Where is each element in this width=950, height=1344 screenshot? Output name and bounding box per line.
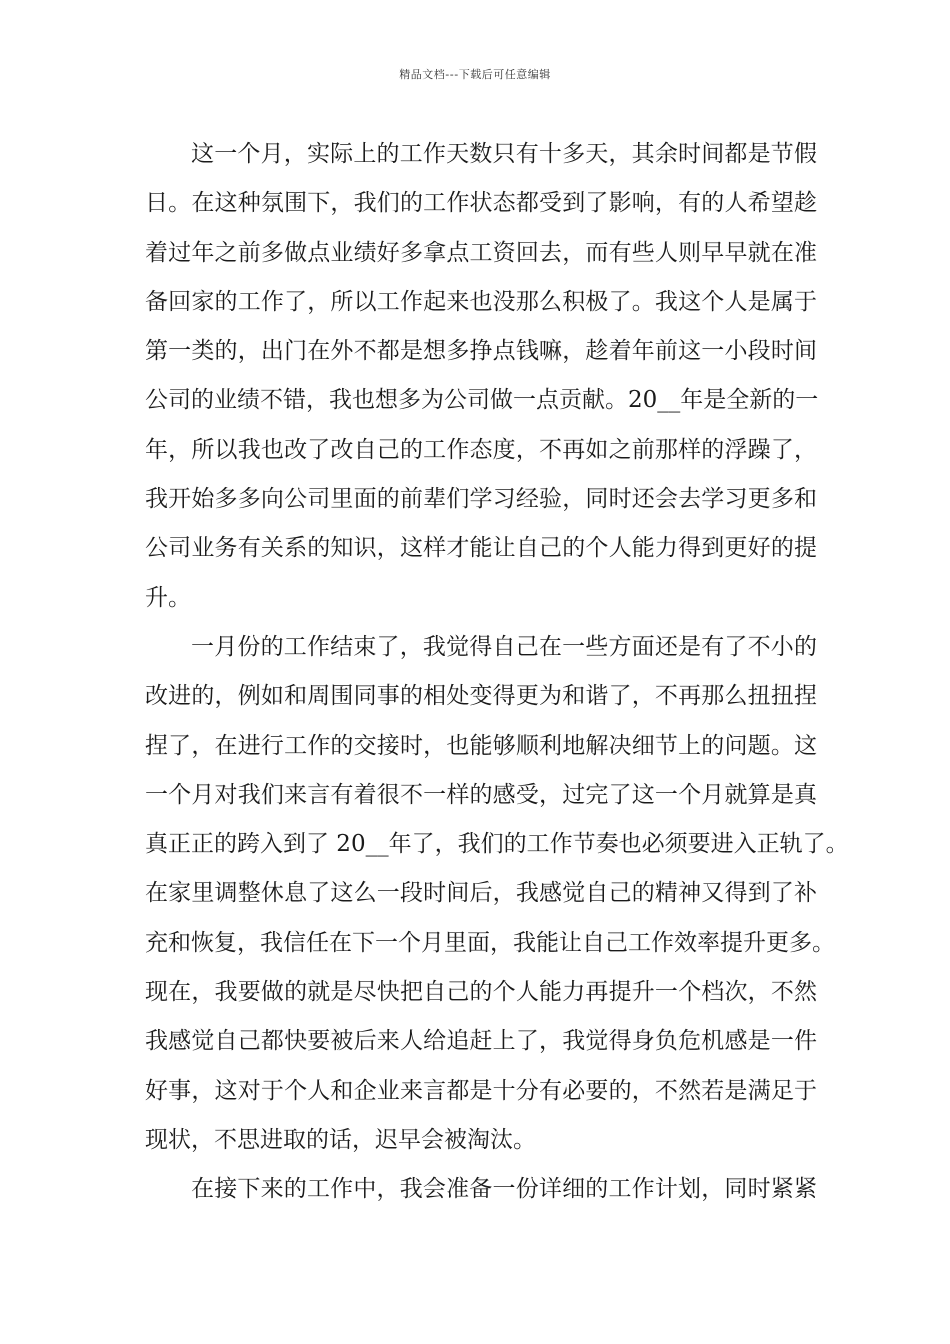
paragraph — [145, 1165, 817, 1214]
text-line: 我感觉自己都快要被后来人给追赶上了，我觉得身负危机感是一件 — [145, 1028, 817, 1055]
text-line: 一个月对我们来言有着很不一样的感受，过完了这一个月就算是真 — [145, 781, 817, 808]
paragraph — [145, 623, 849, 1165]
text-line: 着过年之前多做点业绩好多拿点工资回去，而有些人则早早就在准 — [145, 239, 817, 266]
text-line: 年，所以我也改了改自己的工作态度，不再如之前那样的浮躁了， — [145, 436, 817, 463]
text-line: 充和恢复，我信任在下一个月里面，我能让自己工作效率提升更多。 — [145, 929, 835, 956]
text-line: 一月份的工作结束了，我觉得自己在一些方面还是有了不小的 — [191, 633, 817, 660]
document-body — [145, 130, 849, 1215]
text-line: 真正正的跨入到了 20__年了，我们的工作节奏也必须要进入正轨了。 — [145, 831, 849, 858]
text-line: 公司的业绩不错，我也想多为公司做一点贡献。20__年是全新的一 — [145, 387, 819, 414]
text-line: 现在，我要做的就是尽快把自己的个人能力再提升一个档次，不然 — [145, 979, 817, 1006]
text-line: 好事，这对于个人和企业来言都是十分有必要的，不然若是满足于 — [145, 1077, 817, 1104]
text-line: 公司业务有关系的知识，这样才能让自己的个人能力得到更好的提 — [145, 535, 817, 562]
text-line: 在接下来的工作中，我会准备一份详细的工作计划，同时紧紧 — [191, 1176, 817, 1203]
text-line: 这一个月，实际上的工作天数只有十多天，其余时间都是节假 — [191, 141, 817, 167]
page-header: 精品文档---下载后可任意编辑 — [399, 68, 551, 81]
text-line: 现状，不思进取的话，迟早会被淘汰。 — [145, 1126, 536, 1153]
text-line: 改进的，例如和周围同事的相处变得更为和谐了，不再那么扭扭捏 — [145, 683, 817, 710]
text-line: 捏了，在进行工作的交接时，也能够顺利地解决细节上的问题。这 — [145, 732, 817, 759]
text-line: 日。在这种氛围下，我们的工作状态都受到了影响，有的人希望趁 — [145, 190, 817, 217]
text-line: 我开始多多向公司里面的前辈们学习经验，同时还会去学习更多和 — [145, 486, 817, 513]
text-line: 升。 — [145, 584, 191, 611]
paragraph — [145, 130, 817, 623]
text-line: 备回家的工作了，所以工作起来也没那么积极了。我这个人是属于 — [145, 288, 817, 315]
text-line: 在家里调整休息了这么一段时间后，我感觉自己的精神又得到了补 — [145, 880, 817, 907]
text-line: 第一类的，出门在外不都是想多挣点钱嘛，趁着年前这一小段时间 — [145, 338, 817, 365]
